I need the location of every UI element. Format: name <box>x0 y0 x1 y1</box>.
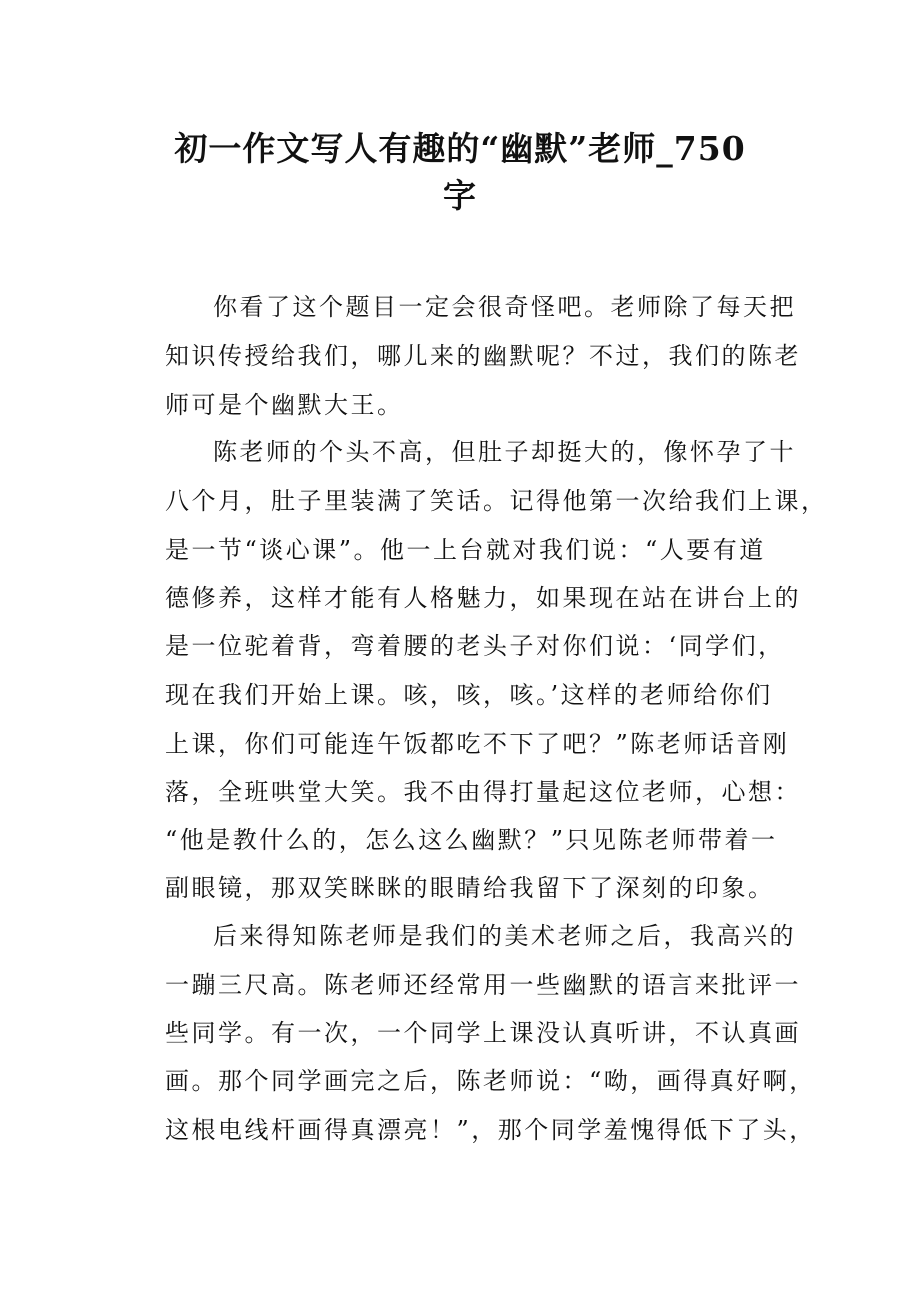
document-title-line-2: 字 <box>443 176 477 215</box>
paragraph-3-line-1: 后来得知陈老师是我们的美术老师之后，我高兴的 <box>213 922 796 950</box>
paragraph-2-line-8: 落，全班哄堂大笑。我不由得打量起这位老师，心想： <box>165 778 801 806</box>
document-title-line-1: 初一作文写人有趣的“幽默”老师_750 <box>174 129 746 168</box>
paragraph-3-line-4: 画。那个同学画完之后，陈老师说：“呦，画得真好啊， <box>165 1067 816 1095</box>
paragraph-3-line-5: 这根电线杆画得真漂亮！”，那个同学羞愧得低下了头， <box>165 1116 816 1144</box>
paragraph-1-line-2: 知识传授给我们，哪儿来的幽默呢？不过，我们的陈老 <box>165 342 801 370</box>
paragraph-2-line-6: 现在我们开始上课。咳，咳，咳。’这样的老师给你们 <box>165 681 773 709</box>
paragraph-2-line-5: 是一位驼着背，弯着腰的老头子对你们说：‘同学们， <box>165 632 785 660</box>
paragraph-1-line-3: 师可是个幽默大王。 <box>165 391 404 419</box>
paragraph-2-line-2: 八个月，肚子里装满了笑话。记得他第一次给我们上课， <box>165 487 828 515</box>
paragraph-2-line-10: 副眼镜，那双笑眯眯的眼睛给我留下了深刻的印象。 <box>165 874 775 902</box>
paragraph-2-line-1: 陈老师的个头不高，但肚子却挺大的，像怀孕了十 <box>213 438 796 466</box>
paragraph-3-line-3: 些同学。有一次，一个同学上课没认真听讲，不认真画 <box>165 1019 801 1047</box>
paragraph-2-line-9: “他是教什么的，怎么这么幽默？”只见陈老师带着一 <box>165 826 778 854</box>
paragraph-2-line-4: 德修养，这样才能有人格魅力，如果现在站在讲台上的 <box>165 584 801 612</box>
paragraph-3-line-2: 一蹦三尺高。陈老师还经常用一些幽默的语言来批评一 <box>165 971 801 999</box>
paragraph-2-line-3: 是一节“谈心课”。他一上台就对我们说：“人要有道 <box>165 536 766 564</box>
paragraph-2-line-7: 上课，你们可能连午饭都吃不下了吧？”陈老师话音刚 <box>165 730 790 758</box>
paragraph-1-line-1: 你看了这个题目一定会很奇怪吧。老师除了每天把 <box>213 293 796 321</box>
